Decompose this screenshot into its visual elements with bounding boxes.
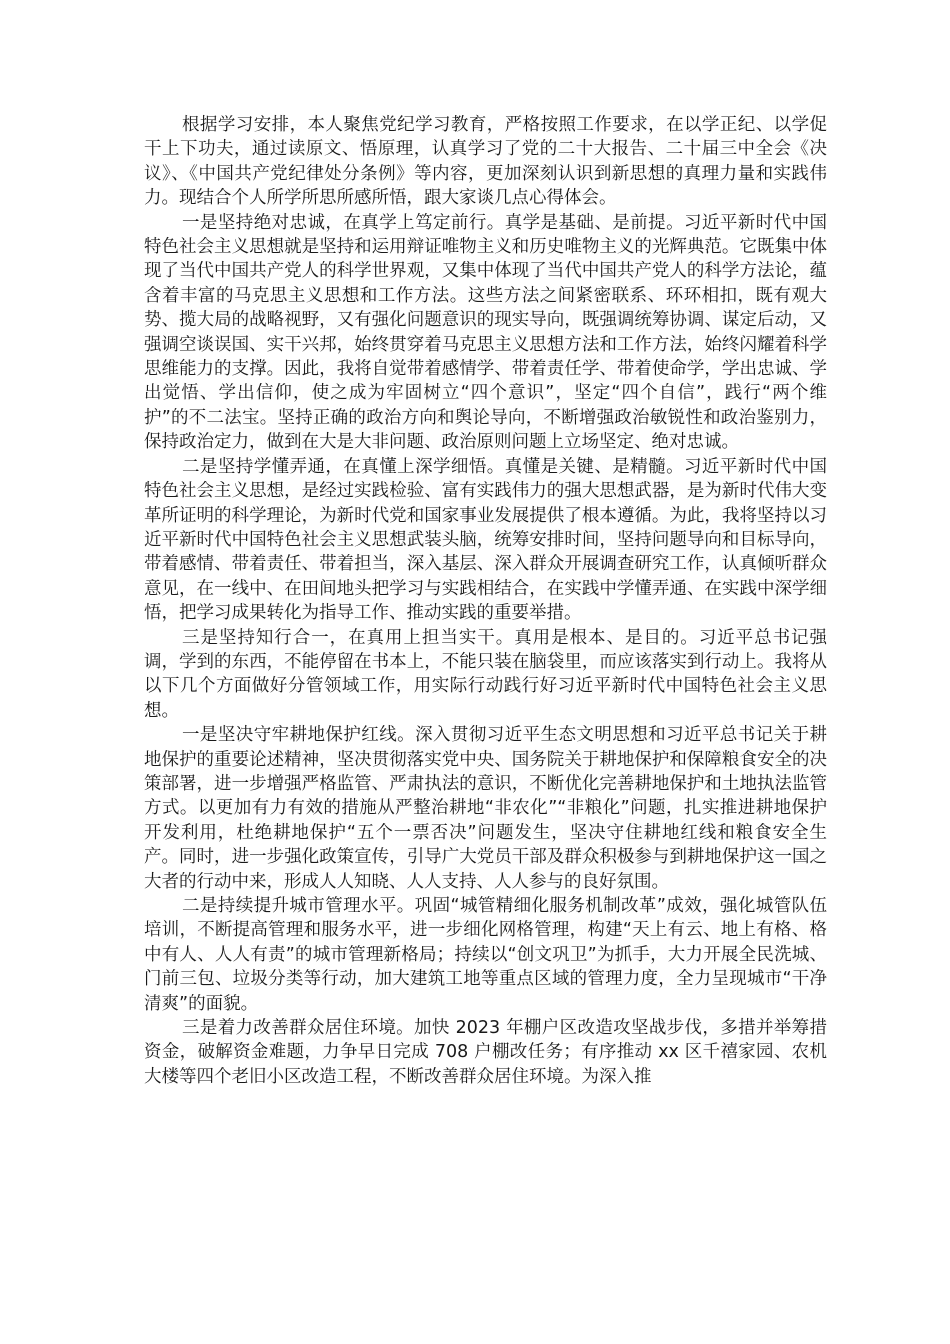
paragraph-point-two: 二是坚持学懂弄通，在真懂上深学细悟。真懂是关键、是精髓。习近平新时代中国特色社会主义思想，是经过实践检验、富有实践伟力的强大思想武器，是为新时代伟大变革所证明的科学理论，为新时代党和国家事业发展提供了根本遵循。为此，我将坚持以习近平新时代中国特色社会主义思想武装头脑，统筹安排时间，坚持问题导向和目标导向，带着感情、带着责任、带着担当，深入基层、深入群众开展调查研究工作，认真倾听群众意见，在一线中、在田间地头把学习与实践相结合，在实践中学懂弄通、在实践中深学细悟，把学习成果转化为指导工作、推动实践的重要举措。 <box>144 456 827 624</box>
document-body <box>144 113 827 1089</box>
paragraph-intro: 根据学习安排，本人聚焦党纪学习教育，严格按照工作要求，在以学正纪、以学促干上下功夫，通过读原文、悟原理，认真学习了党的二十大报告、二十届三中全会《决议》、《中国共产党纪律处分条例》等内容，更加深刻认识到新思想的真理力量和实践伟力。现结合个人所学所思所感所悟，跟大家谈几点心得体会。 <box>144 115 827 209</box>
paragraph-city-management: 二是持续提升城市管理水平。巩固“城管精细化服务机制改革”成效，强化城管队伍培训，不断提高管理和服务水平，进一步细化网格管理，构建“天上有云、地上有格、格中有人、人人有责”的城市管理新格局；持续以“创文巩卫”为抓手，大力开展全民洗城、门前三包、垃圾分类等行动，加大建筑工地等重点区域的管理力度，全力呈现城市“干净清爽”的面貌。 <box>144 896 827 1014</box>
paragraph-living-environment: 三是着力改善群众居住环境。加快 2023 年棚户区改造攻坚战步伐，多措并举筹措资金，破解资金难题，力争早日完成 708 户棚改任务；有序推动 xx 区千禧家园、农机大楼等四个老旧小区改造工程，不断改善群众居住环境。为深入推 <box>144 1018 827 1087</box>
paragraph-point-three: 三是坚持知行合一，在真用上担当实干。真用是根本、是目的。习近平总书记强调，学到的东西，不能停留在书本上，不能只装在脑袋里，而应该落实到行动上。我将从以下几个方面做好分管领域工作，用实际行动践行好习近平新时代中国特色社会主义思想。 <box>144 627 827 721</box>
paragraph-farmland-protection: 一是坚决守牢耕地保护红线。深入贯彻习近平生态文明思想和习近平总书记关于耕地保护的重要论述精神，坚决贯彻落实党中央、国务院关于耕地保护和保障粮食安全的决策部署，进一步增强严格监管、严肃执法的意识，不断优化完善耕地保护和土地执法监管方式。以更加有力有效的措施从严整治耕地“非农化”“非粮化”问题，扎实推进耕地保护开发利用，杜绝耕地保护“五个一票否决”问题发生，坚决守住耕地红线和粮食安全生产。同时，进一步强化政策宣传，引导广大党员干部及群众积极参与到耕地保护这一国之大者的行动中来，形成人人知晓、人人支持、人人参与的良好氛围。 <box>144 725 827 892</box>
paragraph-point-one: 一是坚持绝对忠诚，在真学上笃定前行。真学是基础、是前提。习近平新时代中国特色社会主义思想就是坚持和运用辩证唯物主义和历史唯物主义的光辉典范。它既集中体现了当代中国共产党人的科学世界观，又集中体现了当代中国共产党人的科学方法论，蕴含着丰富的马克思主义思想和工作方法。这些方法之间紧密联系、环环相扣，既有观大势、揽大局的战略视野，又有强化问题意识的现实导向，既强调统筹协调、谋定后动，又强调空谈误国、实干兴邦，始终贯穿着马克思主义思想方法和工作方法，始终闪耀着科学思维能力的支撑。因此，我将自觉带着感情学、带着责任学、带着使命学，学出忠诚、学出觉悟、学出信仰，使之成为牢固树立“四个意识”，坚定“四个自信”，践行“两个维护”的不二法宝。坚持正确的政治方向和舆论导向，不断增强政治敏锐性和政治鉴别力，保持政治定力，做到在大是大非问题、政治原则问题上立场坚定、绝对忠诚。 <box>144 212 827 453</box>
